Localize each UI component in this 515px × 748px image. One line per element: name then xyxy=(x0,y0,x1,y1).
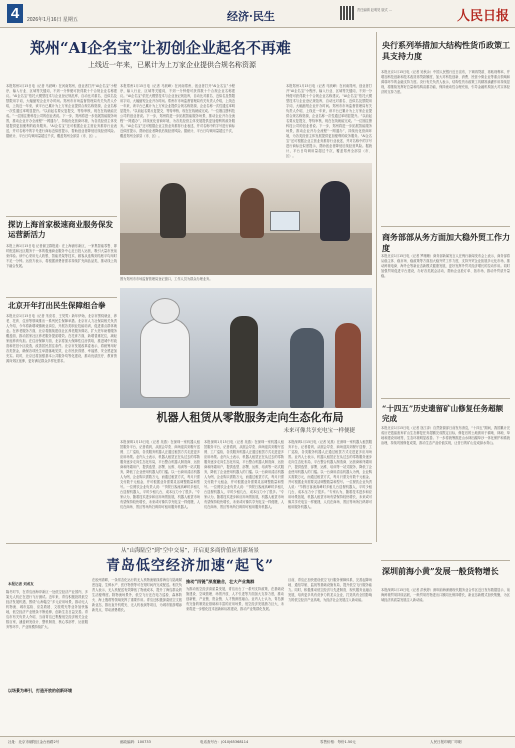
qr-code xyxy=(340,6,354,20)
photo-person-1 xyxy=(160,183,186,238)
robot-headline: 机器人租赁从零散服务走向生态化布局 xyxy=(156,411,344,424)
photo-screen xyxy=(270,211,300,231)
lead-body-col-2: 本报郑州1月15日电（记者 马跃峰）在河南郑州，创业者打开“AI企名宝”小程序，输入行业、区域等关键词，不到一分钟便可获得数十个合规企业名称建议。“AI企名宝”依托大模型技术与企业登记规范库，自动比对重名、近似名及禁限用字词，大幅缩短企业开办时间。郑州市市场监督管理局有关负责人介绍，上线近一年来，该平台已累计为上万家企业提供合规名称资源，企业名称一次性通过率明显提升。“以前起名要反复提交、等待审核，现在在线就能完成。”一位刚注册科技公司的创业者说。下一步，郑州将进一步拓展智能服务场景，推动企业开办全流程“一网通办”，持续优化营商环境，为各类经营主体发展提供更加便利的政务服务。“AI企名宝”还可根据企业主营业务推荐行业表述，并对名称中的字号进行商标近似度提示，帮助创业者降低后续经营风险。据统计，平台日均调用量超过千次，覆盖郑州全部县（市、区）。 xyxy=(120,84,235,138)
commerce-body: 本报北京1月15日电（记者 罗珊珊）商务部新闻发言人在例行新闻发布会上表示，商务部将从稳主体、稳市场、稳政策等方面加大稳外贸工作力度，支持外贸企业拓展多元化市场，推动跨境电商、海外仓等新业态新模式健康发展，更好发挥外贸对经济增长的拉动作用。同时加强贸易促进平台建设，办好各类展会活动，帮助企业抢订单、拓市场，推动外贸质升量稳。 xyxy=(381,254,510,278)
footer-price: 零售价格：每份1.50元 xyxy=(320,740,356,744)
lead-body-col-1: 本报郑州1月15日电（记者 马跃峰）在河南郑州，创业者打开“AI企名宝”小程序，输入行业、区域等关键词，不到一分钟便可获得数十个合规企业名称建议。“AI企名宝”依托大模型技术与企业登记规范库，自动比对重名、近似名及禁限用字词，大幅缩短企业开办时间。郑州市市场监督管理局有关负责人介绍，上线近一年来，该平台已累计为上万家企业提供合规名称资源，企业名称一次性通过率明显提升。“以前起名要反复提交、等待审核，现在在线就能完成。”一位刚注册科技公司的创业者说。下一步，郑州将进一步拓展智能服务场景，推动企业开办全流程“一网通办”，持续优化营商环境，为各类经营主体发展提供更加便利的政务服务。“AI企名宝”还可根据企业主营业务推荐行业表述，并对名称中的字号进行商标近似度提示，帮助创业者降低后续经营风险。据统计，平台日均调用量超过千次，覆盖郑州全部县（市、区）。 xyxy=(6,84,117,138)
photo-visitor-3 xyxy=(335,323,361,408)
divider-right-3 xyxy=(381,560,510,561)
footer-printer: 人民日报印刷厂印刷 xyxy=(430,740,462,744)
photo-person-2 xyxy=(240,188,264,238)
divider-left-2 xyxy=(6,297,117,298)
qingdao-body-col-1: 隆冬时节，在青岛西海岸新区一处低空经济产业园内，多架无人机正在进行飞行测试。近年来，青岛积极抢抓低空经济发展机遇，围绕“山海陆空”多元应用场景，推动无人机物流、城市巡检、应急救援、文旅观光等业务加快落地，低空经济产业链条不断延伸，创新生态日益完善。青岛市有关负责人介绍，当前青岛已集聚低空经济相关企业数百家，涵盖研发设计、整机制造、核心零部件、运营服务等环节，产业规模持续扩大。 xyxy=(6,590,88,629)
photo-robot-head xyxy=(150,298,180,324)
photo-visitor-2 xyxy=(290,328,324,408)
lead-subheadline: 上线近一年来，已累计为上万家企业提供合规名称资源 xyxy=(88,61,256,69)
pboc-headline: 央行系列举措加大结构性货币政策工具支持力度 xyxy=(382,40,510,61)
footer-postcode: 邮政编码：100733 xyxy=(120,740,151,744)
robot-body-col-2: 本报深圳1月15日电（记者 吴燕）在深圳一家机器人租赁服务平台，记者看到，从展会导览、商场迎宾到餐厅送餐、工厂巡检，各类服务机器人正通过租赁方式走进更多应用场景。业内人士表示，机器人租赁正在从过去的零散服务逐步走向生态化布局，平台整合机器人制造商、运营商和终端用户，提供选型、部署、运维、培训等一站式服务，降低了企业使用机器人的门槛。以一台商用清洁机器人为例，企业购买需数万元，而通过租赁方式，每月只需支付数千元租金，并可根据业务需要灵活调整数量和型号。一位餐饮企业负责人说：“节假日客流高峰时多租几台送餐机器人，平时少租几台，成本压力小了很多。”专家认为，随着技术进步和应用场景拓展，机器人租赁市场有望保持较快增长，未来或可像共享充电宝一样便捷，人们在商场、景区等场所扫码即可租用服务机器人。 xyxy=(204,440,284,509)
lead-body-col-3: 本报郑州1月15日电（记者 马跃峰）在河南郑州，创业者打开“AI企名宝”小程序，输入行业、区域等关键词，不到一分钟便可获得数十个合规企业名称建议。“AI企名宝”依托大模型技术与企业登记规范库，自动比对重名、近似名及禁限用字词，大幅缩短企业开办时间。郑州市市场监督管理局有关负责人介绍，上线近一年来，该平台已累计为上万家企业提供合规名称资源，企业名称一次性通过率明显提升。“以前起名要反复提交、等待审核，现在在线就能完成。”一位刚注册科技公司的创业者说。下一步，郑州将进一步拓展智能服务场景，推动企业开办全流程“一网通办”，持续优化营商环境，为各类经营主体发展提供更加便利的政务服务。“AI企名宝”还可根据企业主营业务推荐行业表述，并对名称中的字号进行商标近似度提示，帮助创业者降低后续经营风险。据统计，平台日均调用量超过千次，覆盖郑州全部县（市、区）。 xyxy=(286,84,372,158)
right-column-divider xyxy=(376,32,377,542)
masthead-band xyxy=(0,0,515,28)
divider-left-1 xyxy=(6,216,117,217)
photo-robot-fair xyxy=(120,288,372,408)
shanghai-body: 本报上海1月15日电 记者谢卫群报道：在上海浦东新区，一家集智能零售、即时配送和社区服务于一体的极速商业服务中心近日投入运营，吸引大量市民前来体验。该中心采用无人收银、智能货架等技术，顾客从选购到结账平均用时不足一分钟。运营方表示，将根据消费者需求持续扩充商品品类，推动线上线下融合发展。 xyxy=(6,244,117,268)
footer-phone: 电话查号台：(010)65368114 xyxy=(200,740,249,744)
section-name: 经济·民生 xyxy=(227,10,275,23)
paper-logo: 人民日报 xyxy=(457,9,510,24)
commerce-headline: 商务部部从务方面加大稳外贸工作力度 xyxy=(382,232,510,253)
divider-right-1 xyxy=(381,226,510,227)
photo-visitor-1 xyxy=(230,316,258,406)
beijing-headline: 北京开年打出民生保障组合拳 xyxy=(8,301,106,310)
photo-robot-body xyxy=(140,318,190,398)
pboc-body: 本报北京1月15日电（记者 吴秋余）中国人民银行近日宣布，下调再贷款、再贴现利率，并增加科技创新和技术改造再贷款额度，加大对科技创新、消费、民营小微企业等重点领域和薄弱环节的金融支持力度。央行有关负责人表示，结构性货币政策工具精准滴灌作用持续显现，将继续发挥好总量和结构双重功能，保持流动性合理充裕，引导金融机构加大对实体经济的支持力度。 xyxy=(381,70,510,94)
photo-person-3 xyxy=(320,181,350,241)
qingdao-subhead-1: 以场景为牵引，打造开放的创新环境 xyxy=(8,688,88,694)
qingdao-body-col-3: 为推动低空经济高质量发展，青岛出台了一系列支持政策，在基础设施建设、空域管理、场景开放、人才引进等方面加大支持力度，推动创新链、产业链、资金链、人才链深度融合。业内人士认为，青岛拥有完备的制造业基础和丰富的应用场景，低空经济发展潜力巨大，未来将进一步强化技术创新和标准建设，推动产业集群化发展。 xyxy=(186,587,284,611)
qingdao-byline: 本报记者 刘成友 xyxy=(8,582,34,586)
photo-registration-window xyxy=(120,163,372,275)
divider-bottom-strip xyxy=(6,543,372,544)
footer-address: 社址：北京市朝阳区金台西路2号 xyxy=(8,740,60,744)
issue-date: 2026年1月16日 星期五 xyxy=(27,17,78,23)
mine-body: 本报北京1月15日电（记者 寇江泽）自然资源部日前发布消息，“十四五”期间，我国累计完成历史遗留废弃矿山生态修复任务超额完成既定目标，修复后的土地被用于耕地、林地、草地和建设用地等，生态环境明显改善。下一步将统筹推进山水林田湖草沙一体化保护和系统治理，持续巩固修复成果，推动生态产品价值实现，让昔日的矿山变成绿水青山。 xyxy=(381,426,510,445)
lead-headline: 郑州“AI企名宝”让初创企业起名不再难 xyxy=(30,39,291,57)
robot-body-col-3: 本报深圳1月15日电（记者 吴燕）在深圳一家机器人租赁服务平台，记者看到，从展会导览、商场迎宾到餐厅送餐、工厂巡检，各类服务机器人正通过租赁方式走进更多应用场景。业内人士表示，机器人租赁正在从过去的零散服务逐步走向生态化布局，平台整合机器人制造商、运营商和终端用户，提供选型、部署、运维、培训等一站式服务，降低了企业使用机器人的门槛。以一台商用清洁机器人为例，企业购买需数万元，而通过租赁方式，每月只需支付数千元租金，并可根据业务需要灵活调整数量和型号。一位餐饮企业负责人说：“节假日客流高峰时多租几台送餐机器人，平时少租几台，成本压力小了很多。”专家认为，随着技术进步和应用场景拓展，机器人租赁市场有望保持较快增长，未来或可像共享充电宝一样便捷，人们在商场、景区等场所扫码即可租用服务机器人。 xyxy=(288,440,372,509)
qingdao-body-col-2: 在胶州湾畔，一条常态化运行的无人机物流航线将海岛与陆地紧密连接，生鲜水产、医疗物资等可在短时间内完成配送。相关负责人表示，无人机配送有效降低了物流成本，提升了海岛群众的生活便利度。除物流场景外，低空飞行还在电力巡检、森林防火、海上搜救等领域发挥了重要作用。青岛还积极探索低空文旅新业态，推出直升机观光、无人机表演等项目，为城市旅游增添新亮点，带动消费增长。 xyxy=(92,578,182,612)
qingdao-subhead-2: 推动“四链”深度融合，壮大产业集群 xyxy=(186,579,255,584)
divider-right-2 xyxy=(381,398,510,399)
shanghai-headline: 探访上海首家极速商业服务保发运营新活力 xyxy=(8,220,113,239)
shenzhen-headline: 深圳前海小黄”发展一般货物增长 xyxy=(382,566,499,576)
editor-line: 责任编辑 赵明昊 版式 … xyxy=(357,8,392,12)
mine-headline: “十四五”历史遗留矿山修复任务超额完成 xyxy=(382,404,504,423)
photo-caption: 图为郑州市市场监督管理局登记窗口，工作人员为群众办理业务。 xyxy=(120,277,213,281)
shenzhen-body: 本报深圳1月15日电（记者 洪秋婷）深圳前海深港现代服务业合作区近日发布数据显示，前海跨境贸易持续活跃，一般贸易货物进出口额同比保持增长，新业态新模式加快集聚，为区域经济高质量发展注入新动能。 xyxy=(381,588,510,602)
footer-bar xyxy=(0,736,515,748)
qingdao-headline: 青岛低空经济加速“起飞” xyxy=(105,558,275,574)
robot-subheadline: 未来可像共享充电宝一样便捷 xyxy=(283,428,355,434)
qingdao-body-col-4: 目前，青岛正加快建设低空飞行服务保障体系，完善起降场地、通信导航、监视等基础设施布局，提升低空飞行服务能力。同时，积极推动低空经济与先进制造、现代服务业融合发展，培育更多具有竞争力的龙头企业，打造具有全国影响力的低空经济产业高地，为经济社会发展注入新动能。 xyxy=(288,578,372,602)
robot-body-col-1: 本报深圳1月15日电（记者 吴燕）在深圳一家机器人租赁服务平台，记者看到，从展会导览、商场迎宾到餐厅送餐、工厂巡检，各类服务机器人正通过租赁方式走进更多应用场景。业内人士表示，机器人租赁正在从过去的零散服务逐步走向生态化布局，平台整合机器人制造商、运营商和终端用户，提供选型、部署、运维、培训等一站式服务，降低了企业使用机器人的门槛。以一台商用清洁机器人为例，企业购买需数万元，而通过租赁方式，每月只需支付数千元租金，并可根据业务需要灵活调整数量和型号。一位餐饮企业负责人说：“节假日客流高峰时多租几台送餐机器人，平时少租几台，成本压力小了很多。”专家认为，随着技术进步和应用场景拓展，机器人租赁市场有望保持较快增长，未来或可像共享充电宝一样便捷，人们在商场、景区等场所扫码即可租用服务机器人。 xyxy=(120,440,200,509)
page-number-block: 4 xyxy=(7,4,23,23)
beijing-body: 本报北京1月15日电（记者 朱竞若、王昊男）新年伊始，北京市围绕就业、养老、托育、住房等领域推出一系列民生保障举措。北京市人力社保局相关负责人介绍，今年将新增城镇就业岗位，开展各类职业技能培训，促进重点群体就业。在养老服务方面，北京将继续建设社区养老服务驿站，扩大老年助餐服务覆盖面，推动居家社区养老服务提质增效。在托育方面，新增普惠托位，减轻家庭养育负担。在住房保障方面，北京将加大保障性住房供给，推进城中村改造和老旧小区改造，改善居民居住条件。北京市发展改革委表示，将统筹用好各类资金，确保各项民生举措落地见效，让市民获得感、幸福感、安全感更加充实。同时，北京还将加强基本公共服务均等化建设，推动优质医疗、教育资源向郊区延伸，更好满足群众多样化需求。 xyxy=(6,314,117,363)
qingdao-overline: 从“山海陆空”到“空中交易”，开启更多商价值应用新场景 xyxy=(121,548,259,554)
